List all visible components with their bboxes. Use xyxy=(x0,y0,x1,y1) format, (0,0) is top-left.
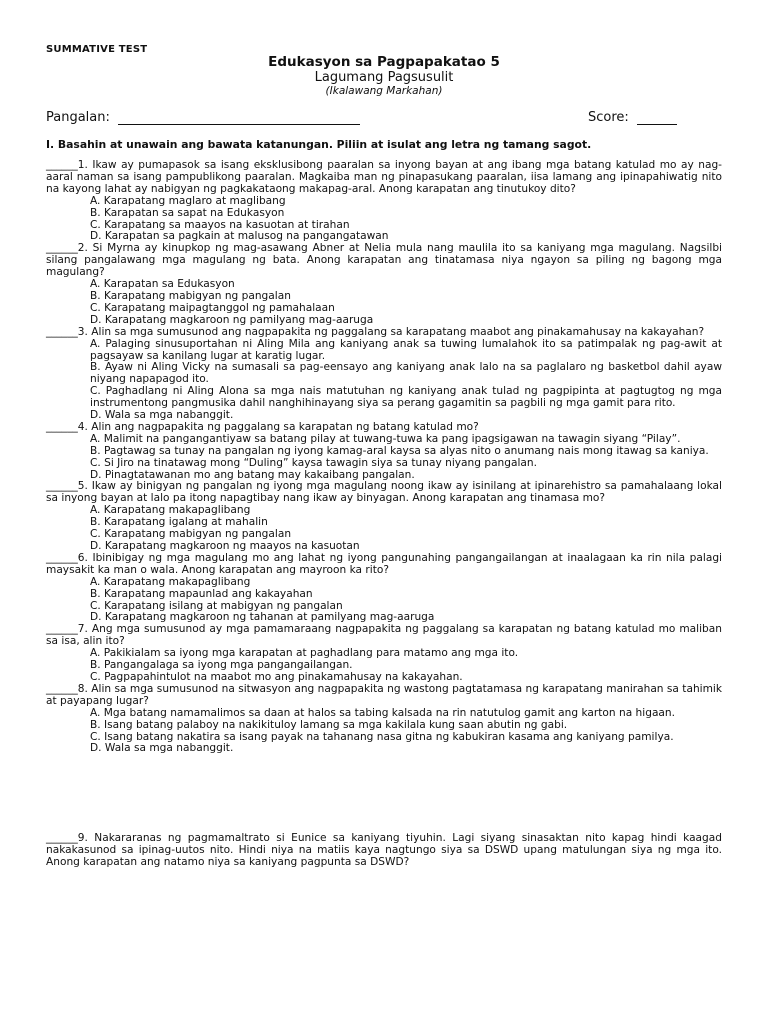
option-b: B. Karapatang igalang at mahalin xyxy=(90,516,268,529)
option-c: C. Pagpapahintulot na maabot mo ang pinakamahusay na kakayahan. xyxy=(90,670,463,683)
doc-type-label: SUMMATIVE TEST xyxy=(46,44,148,55)
option-c: C. Karapatang sa maayos na kasuotan at tirahan xyxy=(90,218,350,231)
score-blank[interactable] xyxy=(637,109,677,125)
option-a: A. Karapatan sa Edukasyon xyxy=(90,278,235,291)
question-text: ______7. Ang mga sumusunod ay mga pamamaraang nagpapakita ng paggalang sa karapatan ng batang katulad mo maliban sa isa, alin ito? xyxy=(46,623,722,648)
name-blank[interactable] xyxy=(118,109,360,125)
option-b: B. Pagtawag sa tunay na pangalan ng iyong kamag-aral kaysa sa alyas nito o anumang nais mong itawag sa kaniya. xyxy=(90,444,709,457)
option-a: A. Karapatang makapaglibang xyxy=(90,575,251,588)
option-a: A. Karapatang maglaro at maglibang xyxy=(90,194,286,207)
question-text: ______2. Si Myrna ay kinupkop ng mag-asawang Abner at Nelia mula nang maulila ito sa kaniyang mga magulang. Nagsilbi silang pangalawang mga magulang ng bata. Anong karapatan ang tinatamasa niya ngayon sa piling ng bagong mga magulang? xyxy=(46,242,722,279)
option-a: A. Mga batang namamalimos sa daan at halos sa tabing kalsada na rin natutulog gamit ang karton na higaan. xyxy=(90,706,676,719)
question-text: ______9. Nakararanas ng pagmamaltrato si Eunice sa kaniyang tiyuhin. Lagi siyang sinasaktan nito kapag hindi kaagad nakakasunod sa ipinag-uutos nito. Hindi niya na matiis kaya nagtungo siya sa DSWD upang matulungan siya ng mga ito. Anong karapatan ang natamo niya sa kaniyang pagpunta sa DSWD? xyxy=(46,832,722,869)
question-text: ______8. Alin sa mga sumusunod na sitwasyon ang nagpapakita ng wastong pagtatamasa ng karapatang manirahan sa tahimik at payapang lugar? xyxy=(46,682,722,707)
option-c: C. Si Jiro na tinatawag mong “Duling” kaysa tawagin siya sa tunay niyang pangalan. xyxy=(90,456,538,469)
option-d: D. Karapatang magkaroon ng tahanan at pamilyang mag-aaruga xyxy=(90,611,435,624)
option-d: D. Wala sa mga nabanggit. xyxy=(90,409,234,422)
question-text: ______3. Alin sa mga sumusunod ang nagpapakita ng paggalang sa karapatang maabot ang pinakamahusay na kakayahan? xyxy=(46,325,705,338)
quarter-label: (Ikalawang Markahan) xyxy=(325,85,443,97)
question-4 xyxy=(46,422,722,482)
option-b: B. Pangangalaga sa iyong mga pangangailangan. xyxy=(90,659,353,672)
option-d: D. Wala sa mga nabanggit. xyxy=(90,742,234,755)
name-field xyxy=(46,109,360,125)
option-d: D. Karapatan sa pagkain at malusog na pangangatawan xyxy=(90,230,389,243)
option-c: C. Isang batang nakatira sa isang payak na tahanang nasa gitna ng kabukiran kasama ang kaniyang pamilya. xyxy=(90,730,674,743)
question-1 xyxy=(46,160,722,243)
subject-title: Edukasyon sa Pagpapakatao 5 xyxy=(268,54,500,70)
question-7 xyxy=(46,624,722,684)
question-text: ______6. Ibinibigay ng mga magulang mo ang lahat ng iyong pangunahing pangangailangan at inaalagaan ka rin nila palagi maysakit ka man o wala. Anong karapatan ang mayroon ka rito? xyxy=(46,551,722,576)
test-subtitle: Lagumang Pagsusulit xyxy=(314,70,454,85)
score-label: Score: xyxy=(588,110,629,125)
option-a: A. Pakikialam sa iyong mga karapatan at paghadlang para matamo ang mga ito. xyxy=(90,647,519,660)
name-label: Pangalan: xyxy=(46,110,110,125)
option-c: C. Karapatang mabigyan ng pangalan xyxy=(90,528,292,541)
instructions: I. Basahin at unawain ang bawata katanungan. Piliin at isulat ang letra ng tamang sagot. xyxy=(46,138,592,151)
option-b: B. Ayaw ni Aling Vicky na sumasali sa pag-eensayo ang kaniyang anak lalo na sa paglalaro ng basketbol dahil ayaw niyang napapagod ito. xyxy=(90,361,722,386)
question-8 xyxy=(46,684,722,755)
option-a: A. Karapatang makapaglibang xyxy=(90,504,251,517)
question-9 xyxy=(46,833,722,869)
option-b: B. Karapatan sa sapat na Edukasyon xyxy=(90,206,285,219)
page-gap xyxy=(46,755,722,833)
option-b: B. Karapatang mapaunlad ang kakayahan xyxy=(90,587,313,600)
question-list xyxy=(46,160,722,869)
question-text: ______5. Ikaw ay binigyan ng pangalan ng iyong mga magulang noong ikaw ay isinilang at ipinarehistro sa pamahalaang lokal sa inyong bayan at lalo pa itong napagtibay nang ikaw ay binyagan. Anong karapatan ang tinamasa mo? xyxy=(46,480,722,505)
option-b: B. Isang batang palaboy na nakikituloy lamang sa mga kakilala kung saan abutin ng gabi. xyxy=(90,718,568,731)
option-d: D. Pinagtatawanan mo ang batang may kakaibang pangalan. xyxy=(90,468,415,481)
option-d: D. Karapatang magkaroon ng maayos na kasuotan xyxy=(90,540,360,552)
question-2 xyxy=(46,243,722,326)
question-5 xyxy=(46,481,722,552)
question-6 xyxy=(46,553,722,624)
option-c: C. Karapatang maipagtanggol ng pamahalaan xyxy=(90,301,335,314)
option-a: A. Palaging sinusuportahan ni Aling Mila ang kaniyang anak sa tuwing lumalahok ito sa patimpalak ng pag-awit at pagsayaw sa kanilang lugar at karatig lugar. xyxy=(90,337,722,362)
question-text: ______4. Alin ang nagpapakita ng paggalang sa karapatan ng batang katulad mo? xyxy=(46,420,479,433)
question-text: ______1. Ikaw ay pumapasok sa isang eksklusibong paaralan sa inyong bayan at ang ibang mga batang katulad mo ay nag-aaral naman sa isang pampublikong paaralan. Magkaiba man ng pinapasukang paaralan, iisa lamang ang ipinapahiwatig nito na kayong lahat ay nabigyan ng pagkakataong makapag-aral. Anong karapatan ang tinutukoy dito? xyxy=(46,159,722,195)
option-c: C. Paghadlang ni Aling Alona sa mga nais matutuhan ng kaniyang anak tulad ng pagpipinta at pagtugtog ng mga instrumentong pangmusika dahil nanghihinayang siya sa perang gagamitin sa pagbili ng mga gamit para rito. xyxy=(90,385,722,410)
option-c: C. Karapatang isilang at mabigyan ng pangalan xyxy=(90,599,343,612)
option-d: D. Karapatang magkaroon ng pamilyang mag-aaruga xyxy=(90,313,374,326)
option-a: A. Malimit na pangangantiyaw sa batang pilay at tuwang-tuwa ka pang ipagsigawan na tawagin siyang “Pilay”. xyxy=(90,432,681,445)
option-b: B. Karapatang mabigyan ng pangalan xyxy=(90,289,291,302)
score-field xyxy=(588,109,677,125)
question-3 xyxy=(46,327,722,422)
